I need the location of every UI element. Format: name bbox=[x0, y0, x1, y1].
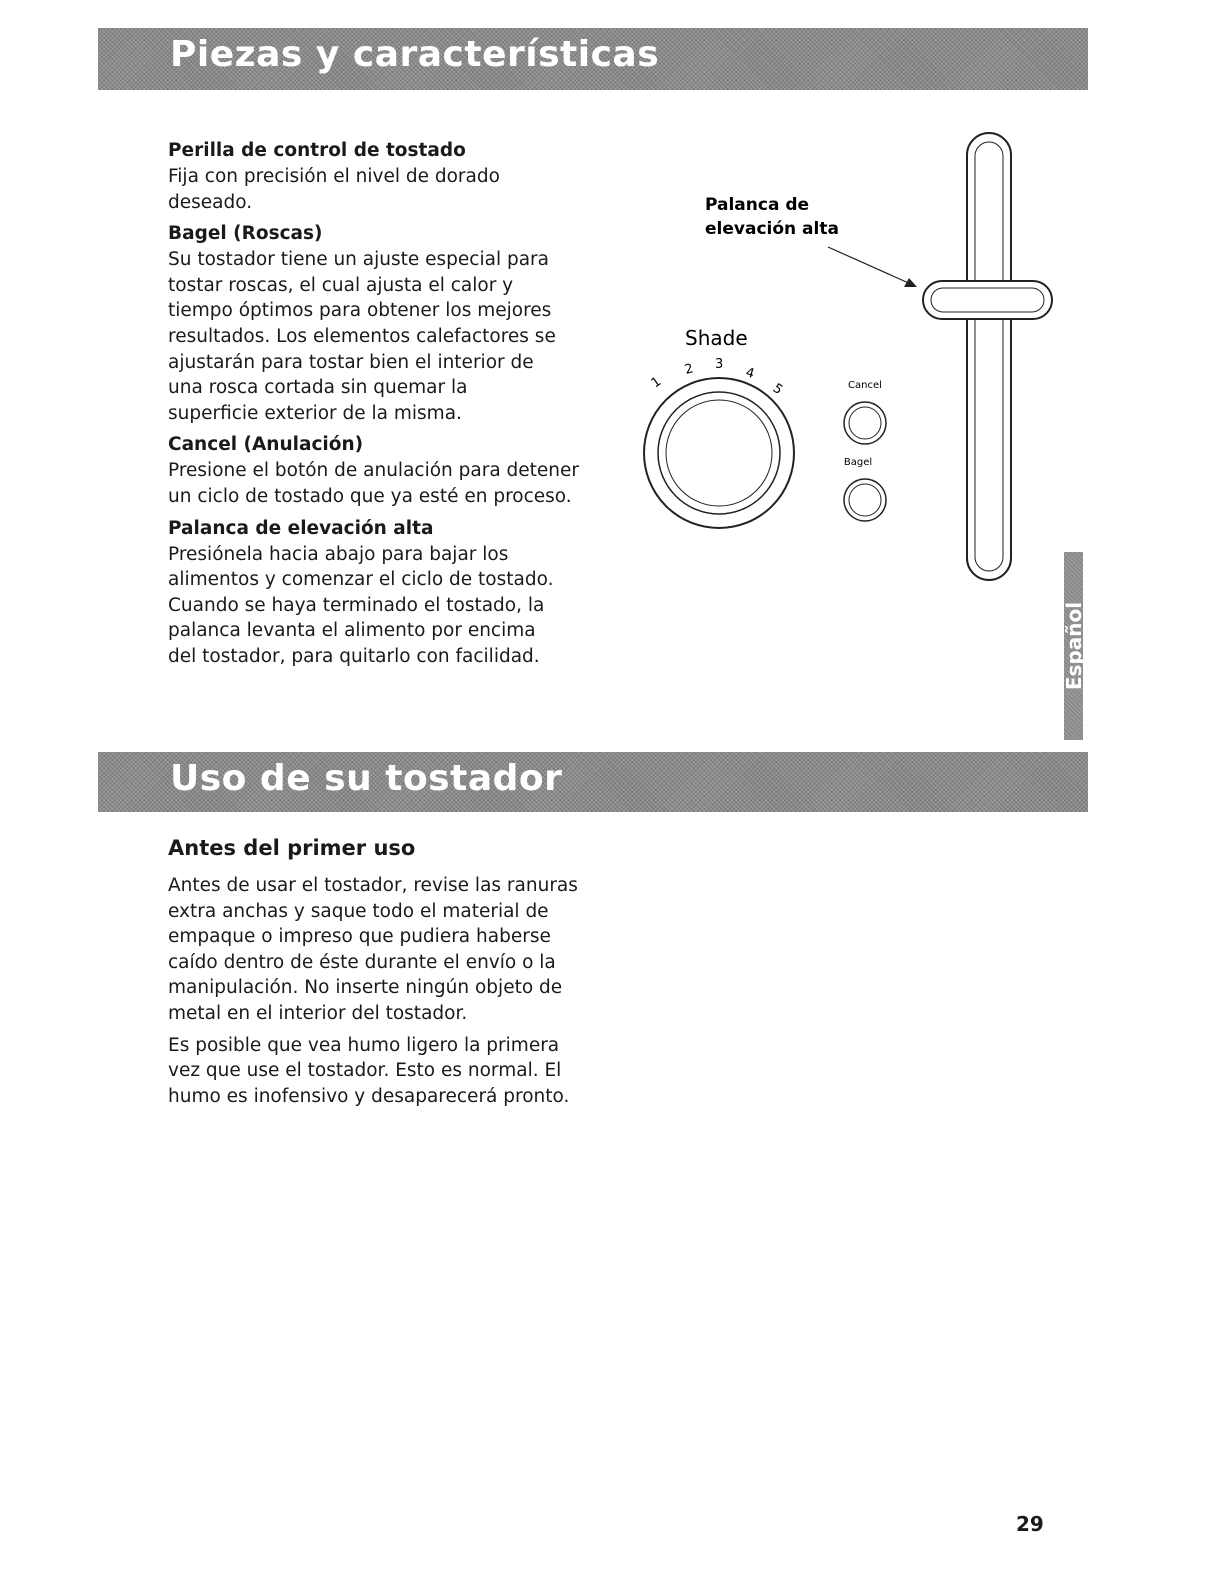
shade-tick: 4 bbox=[743, 365, 756, 383]
lift-lever-slot bbox=[967, 133, 1011, 580]
item-body: Presione el botón de anulación para detener un ciclo de tostado que ya esté en proceso. bbox=[168, 460, 580, 507]
bagel-label: Bagel bbox=[843, 457, 873, 468]
item-heading: Perilla de control de tostado bbox=[168, 140, 466, 161]
lever-label: Palanca de bbox=[705, 195, 810, 215]
toaster-controls-diagram bbox=[0, 0, 1224, 620]
language-tab bbox=[1061, 552, 1086, 740]
shade-label: Shade bbox=[685, 326, 748, 350]
lift-lever-handle bbox=[923, 281, 1052, 319]
cancel-button-icon bbox=[844, 402, 886, 444]
section-title: Uso de su tostador bbox=[170, 758, 563, 799]
usage-heading: Antes del primer uso bbox=[168, 836, 416, 860]
shade-tick: 1 bbox=[648, 374, 665, 392]
lever-label: elevación alta bbox=[705, 219, 839, 239]
page-number: 29 bbox=[1016, 1512, 1044, 1536]
item-heading: Cancel (Anulación) bbox=[168, 434, 364, 456]
language-tab-label: Español bbox=[1061, 601, 1086, 691]
shade-dial bbox=[644, 378, 794, 528]
section-title: Piezas y características bbox=[170, 34, 660, 75]
item-heading: Bagel (Roscas) bbox=[168, 223, 323, 245]
item-heading: Palanca de elevación alta bbox=[168, 517, 434, 539]
arrow-line bbox=[828, 247, 913, 285]
usage-paragraph: Es posible que vea humo ligero la primera vez que use el tostador. Esto es normal. El humo es inofensivo y desaparecerá pronto. bbox=[168, 1034, 570, 1107]
usage-paragraph: Antes de usar el tostador, revise las ranuras extra anchas y saque todo el material de empaque o impreso que pudiera haberse caído dentro de éste durante el envío o la manipulación. No inserte ningún objeto de metal en el interior del tostador. bbox=[168, 875, 578, 1024]
shade-tick: 2 bbox=[683, 361, 696, 378]
item-body: Su tostador tiene un ajuste especial para tostar roscas, el cual ajusta el calor y tiempo óptimos para obtener los mejores resultados. Los elementos calefactores se ajustarán para tostar bien el interior de una rosca cortada sin quemar la superficie exterior de la misma. bbox=[168, 249, 556, 424]
item-body: Fija con precisión el nivel de dorado deseado. bbox=[168, 166, 500, 213]
section-banner-usage bbox=[98, 752, 1088, 812]
item-body: Presiónela hacia abajo para bajar los alimentos y comenzar el ciclo de tostado. Cuando se haya terminado el tostado, la palanca levanta el alimento por encima del tostador, para quitarlo con facilidad. bbox=[168, 543, 554, 667]
usage-section bbox=[168, 835, 578, 1115]
shade-tick: 5 bbox=[769, 380, 786, 399]
bagel-button-icon bbox=[844, 479, 886, 521]
shade-tick: 3 bbox=[715, 357, 724, 372]
cancel-label: Cancel bbox=[848, 380, 882, 391]
